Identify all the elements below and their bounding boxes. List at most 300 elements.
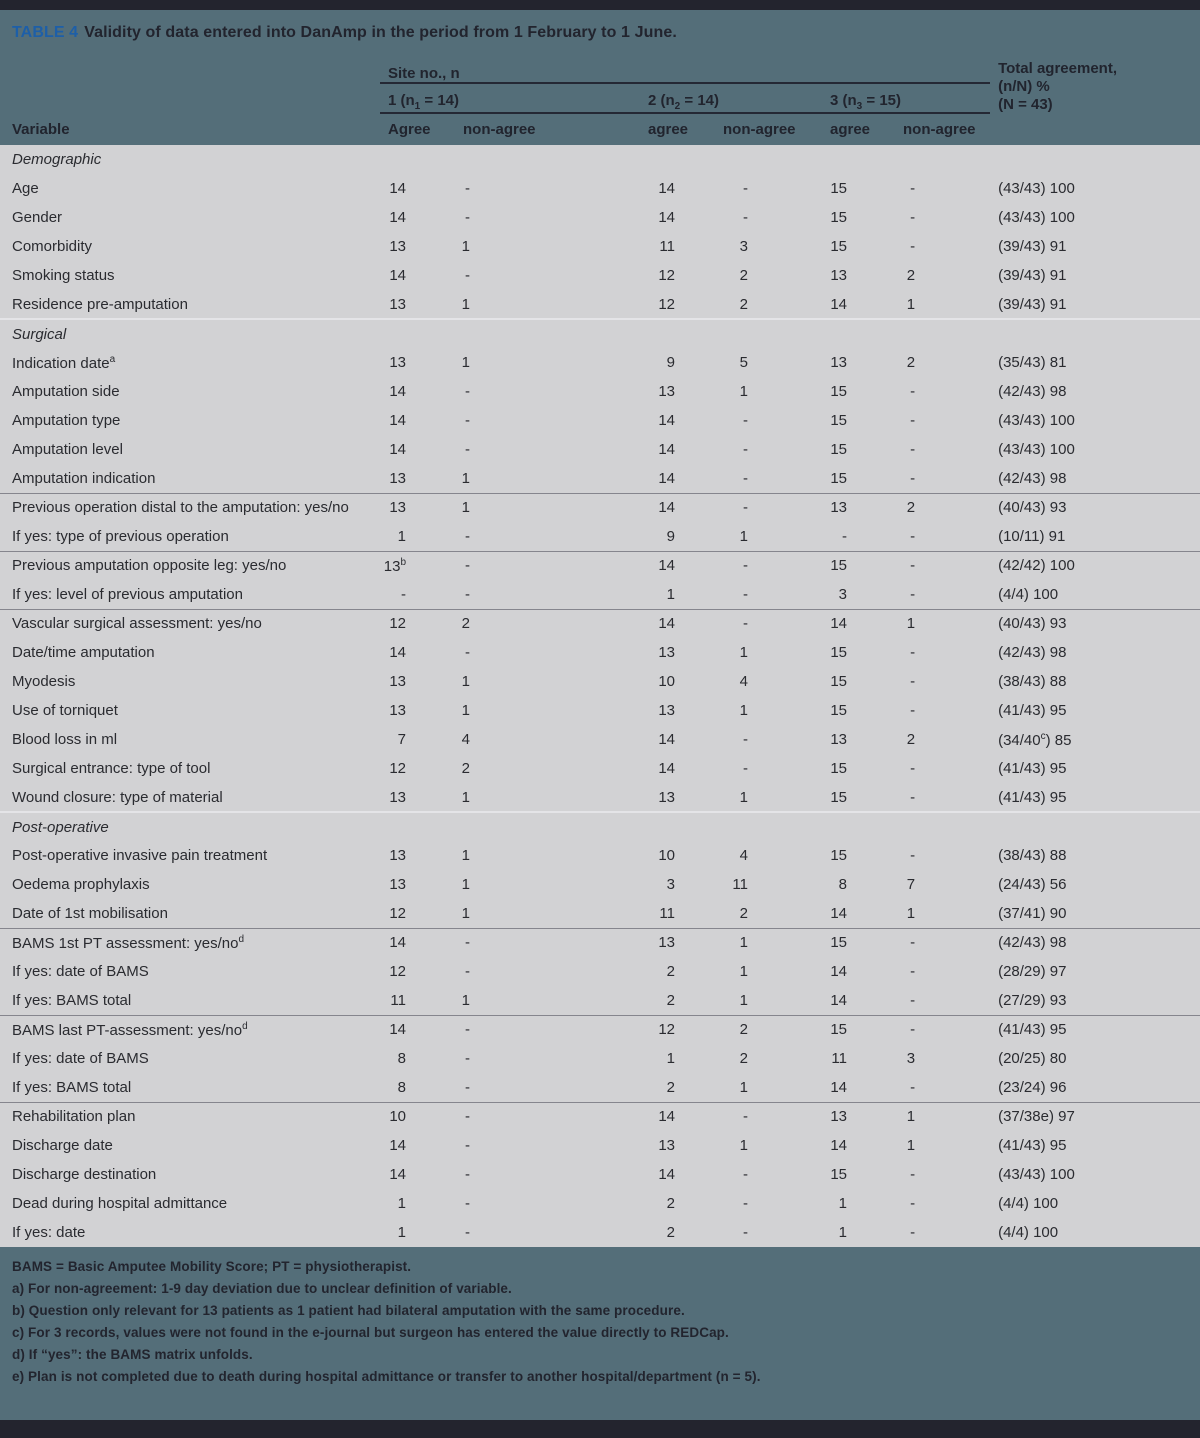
value-cell: (37/41) 90 bbox=[998, 904, 1067, 922]
value-cell: 13 bbox=[658, 383, 675, 400]
value-cell: 14 bbox=[830, 1078, 847, 1096]
value-cell: (43/43) 100 bbox=[998, 1166, 1075, 1183]
value-cell: 1 bbox=[739, 963, 748, 980]
value-cell: - bbox=[910, 673, 916, 690]
value-cell: 15 bbox=[830, 702, 847, 719]
value-cell: - bbox=[465, 180, 470, 197]
header-row-site-group bbox=[0, 53, 1200, 83]
value-cell: - bbox=[465, 644, 470, 661]
value-cell: 15 bbox=[830, 441, 847, 458]
value-cell: (38/43) 88 bbox=[998, 673, 1067, 690]
variable-cell: Vascular surgical assessment: yes/no bbox=[0, 609, 380, 638]
value-cell: (41/43) 95 bbox=[998, 1137, 1067, 1154]
variable-column-header: Variable bbox=[12, 120, 70, 138]
variable-cell: Amputation indication bbox=[12, 469, 156, 487]
table-row bbox=[0, 609, 1200, 638]
value-cell: 12 bbox=[640, 1015, 715, 1044]
value-cell: 2 bbox=[666, 963, 675, 980]
table-row bbox=[0, 522, 1200, 551]
table-row bbox=[0, 899, 1200, 928]
variable-cell: Gender bbox=[12, 209, 63, 226]
table-row bbox=[0, 957, 1200, 986]
table-row bbox=[0, 870, 1200, 899]
table-title-text: Validity of data entered into DanAmp in the period from 1 February to 1 June. bbox=[84, 24, 677, 41]
value-cell: 15 bbox=[830, 238, 847, 255]
value-cell: - bbox=[465, 1166, 470, 1183]
value-cell: 13 bbox=[389, 788, 406, 806]
value-cell: - bbox=[910, 702, 916, 719]
value-cell: - bbox=[910, 1195, 916, 1212]
value-cell: 1 bbox=[461, 238, 470, 255]
value-cell: 1 bbox=[461, 702, 470, 719]
table-row bbox=[0, 406, 1200, 435]
table-row bbox=[0, 754, 1200, 783]
site-group-header: Site no., n bbox=[380, 53, 990, 83]
table-row bbox=[0, 928, 1200, 957]
value-cell: 14 bbox=[389, 1137, 406, 1154]
value-cell: - bbox=[910, 644, 916, 661]
value-cell: 8 bbox=[397, 1050, 406, 1067]
value-cell: 1 bbox=[895, 609, 990, 638]
value-cell: 15 bbox=[830, 1166, 847, 1183]
value-cell: - bbox=[743, 760, 748, 777]
value-cell: 1 bbox=[461, 847, 470, 864]
variable-cell: Discharge destination bbox=[12, 1166, 157, 1183]
value-cell: 2 bbox=[906, 267, 916, 284]
value-cell: 14 bbox=[389, 383, 406, 400]
value-cell: 1 bbox=[461, 904, 470, 922]
value-cell: 14 bbox=[640, 551, 715, 580]
value-cell: 12 bbox=[658, 267, 675, 284]
variable-cell: If yes: level of previous amputation bbox=[12, 585, 243, 603]
value-cell: 1 bbox=[739, 644, 748, 661]
value-cell: 7 bbox=[397, 731, 406, 748]
table-title bbox=[0, 10, 1200, 53]
variable-cell: Smoking status bbox=[12, 267, 115, 284]
value-cell: - bbox=[465, 963, 470, 980]
table-row bbox=[0, 1015, 1200, 1044]
value-cell: 2 bbox=[739, 1050, 748, 1067]
value-cell: 14 bbox=[640, 1102, 715, 1131]
value-cell: (27/29) 93 bbox=[998, 991, 1067, 1009]
variable-cell: Amputation level bbox=[12, 441, 123, 458]
value-cell: 14 bbox=[658, 180, 675, 197]
value-cell: 1 bbox=[838, 1195, 847, 1212]
value-cell: (41/43) 95 bbox=[990, 1015, 1200, 1044]
value-cell: - bbox=[895, 928, 990, 957]
value-cell: 15 bbox=[822, 551, 895, 580]
table-row bbox=[0, 1131, 1200, 1160]
value-cell: - bbox=[465, 585, 470, 603]
value-cell: - bbox=[910, 383, 916, 400]
variable-cell: Comorbidity bbox=[12, 238, 93, 255]
value-cell: 2 bbox=[666, 1195, 675, 1212]
value-cell: 4 bbox=[739, 673, 748, 690]
value-cell: 14 bbox=[658, 209, 675, 226]
value-cell: - bbox=[465, 1195, 470, 1212]
value-cell: 1 bbox=[455, 493, 640, 522]
value-cell: 1 bbox=[739, 991, 748, 1009]
value-cell: 13$^b$ bbox=[380, 551, 455, 580]
value-cell: - bbox=[910, 991, 916, 1009]
value-cell: 1 bbox=[906, 904, 916, 922]
value-cell: 12 bbox=[658, 295, 675, 313]
value-cell: (42/43) 98 bbox=[998, 469, 1067, 487]
variable-cell: Use of torniquet bbox=[12, 702, 118, 719]
table-row bbox=[0, 1044, 1200, 1073]
value-cell: 12 bbox=[380, 609, 455, 638]
section-name: Post-operative bbox=[0, 812, 1200, 841]
variable-cell: Indication date$^a$ bbox=[12, 353, 116, 372]
value-cell: 1 bbox=[397, 1195, 406, 1212]
value-cell: 15 bbox=[822, 1015, 895, 1044]
value-cell: - bbox=[910, 441, 916, 458]
variable-cell: Date/time amputation bbox=[12, 644, 155, 661]
site3-nonagree-header: non-agree bbox=[903, 121, 976, 138]
value-cell: 13 bbox=[658, 1137, 675, 1154]
value-cell: 15 bbox=[830, 847, 847, 864]
footnote-abbreviations: BAMS = Basic Amputee Mobility Score; PT = physiotherapist. bbox=[12, 1259, 412, 1274]
value-cell: 3 bbox=[666, 876, 675, 893]
value-cell: (38/43) 88 bbox=[998, 847, 1067, 864]
value-cell: (43/43) 100 bbox=[998, 180, 1075, 197]
value-cell: 14 bbox=[658, 731, 675, 748]
value-cell: 13 bbox=[389, 469, 406, 487]
value-cell: 12 bbox=[389, 760, 406, 777]
variable-cell: Residence pre-amputation bbox=[12, 295, 188, 313]
value-cell: - bbox=[910, 469, 916, 487]
value-cell: 1 bbox=[906, 295, 916, 313]
section-name: Surgical bbox=[0, 319, 1200, 348]
table-row bbox=[0, 638, 1200, 667]
value-cell: 14 bbox=[830, 1137, 847, 1154]
value-cell: 14 bbox=[658, 760, 675, 777]
variable-cell: BAMS last PT-assessment: yes/$no^d$ bbox=[0, 1015, 380, 1044]
value-cell: - bbox=[465, 527, 470, 545]
value-cell: 2 bbox=[739, 295, 748, 313]
value-cell: - bbox=[465, 267, 470, 284]
value-cell: 13 bbox=[830, 354, 847, 371]
footnote-d: d) If “yes”: the BAMS matrix unfolds. bbox=[12, 1347, 253, 1362]
value-cell: - bbox=[910, 788, 916, 806]
value-cell: 15 bbox=[830, 788, 847, 806]
value-cell: 1 bbox=[461, 991, 470, 1009]
value-cell: 14 bbox=[389, 267, 406, 284]
value-cell: - bbox=[910, 760, 916, 777]
variable-cell: Previous amputation opposite leg: yes/no bbox=[0, 551, 380, 580]
value-cell: 1 bbox=[739, 383, 748, 400]
value-cell: 12 bbox=[389, 904, 406, 922]
value-cell: (43/43) 100 bbox=[998, 209, 1075, 226]
variable-cell: Myodesis bbox=[12, 673, 76, 690]
value-cell: (43/43) 100 bbox=[998, 441, 1075, 458]
table-row bbox=[0, 290, 1200, 319]
value-cell: 14 bbox=[389, 180, 406, 197]
value-cell: 14 bbox=[830, 991, 847, 1009]
value-cell: 9 bbox=[666, 527, 675, 545]
value-cell: 15 bbox=[830, 644, 847, 661]
value-cell: - bbox=[910, 1224, 916, 1241]
table-row bbox=[0, 493, 1200, 522]
variable-cell: If yes: type of previous operation bbox=[12, 527, 229, 545]
value-cell: 14 bbox=[830, 904, 847, 922]
value-cell: 1 bbox=[397, 527, 406, 545]
value-cell: (40/43) 93 bbox=[990, 609, 1200, 638]
value-cell: 1 bbox=[739, 788, 748, 806]
table-row bbox=[0, 1073, 1200, 1102]
variable-cell: If yes: BAMS total bbox=[12, 1078, 132, 1096]
table-body bbox=[0, 145, 1200, 1247]
section-name: Demographic bbox=[12, 151, 102, 168]
value-cell: 13 bbox=[389, 876, 406, 893]
value-cell: 15 bbox=[830, 673, 847, 690]
value-cell: 1 bbox=[739, 1078, 748, 1096]
value-cell: - bbox=[465, 412, 470, 429]
value-cell: 2 bbox=[455, 609, 640, 638]
value-cell: - bbox=[743, 731, 748, 748]
value-cell: - bbox=[743, 412, 748, 429]
value-cell: 2 bbox=[715, 1015, 822, 1044]
value-cell: 1 bbox=[461, 788, 470, 806]
value-cell: (4/4) 100 bbox=[998, 1195, 1059, 1212]
value-cell: - bbox=[910, 527, 916, 545]
value-cell: 14 bbox=[389, 1166, 406, 1183]
value-cell: 2 bbox=[895, 493, 990, 522]
value-cell: (4/4) 100 bbox=[998, 585, 1059, 603]
variable-cell: BAMS 1st PT assessment: yes/$no^d$ bbox=[0, 928, 380, 957]
value-cell: 1 bbox=[461, 673, 470, 690]
variable-cell: Discharge date bbox=[12, 1137, 113, 1154]
value-cell: (39/43) 91 bbox=[998, 238, 1067, 255]
value-cell: (41/43) 95 bbox=[998, 760, 1067, 777]
variable-cell: Previous operation distal to the amputation: yes/no bbox=[0, 493, 380, 522]
value-cell: 13 bbox=[389, 295, 406, 313]
section-header-row bbox=[0, 319, 1200, 348]
value-cell: 1 bbox=[906, 1137, 916, 1154]
value-cell: - bbox=[910, 1166, 916, 1183]
top-bar bbox=[0, 0, 1200, 10]
validity-table bbox=[0, 53, 1200, 1247]
table-row bbox=[0, 551, 1200, 580]
variable-cell: Oedema prophylaxis bbox=[12, 876, 150, 893]
table-row bbox=[0, 725, 1200, 754]
value-cell: 14 bbox=[658, 1166, 675, 1183]
site1-nonagree-header: non-agree bbox=[463, 121, 536, 138]
variable-cell: Amputation type bbox=[12, 412, 121, 429]
total-header-line2: (n/N) % bbox=[998, 78, 1050, 95]
value-cell: 2 bbox=[666, 1078, 675, 1096]
value-cell: 11 bbox=[732, 876, 748, 893]
value-cell: (42/43) 98 bbox=[998, 383, 1067, 400]
value-cell: 2 bbox=[461, 760, 470, 777]
value-cell: 1 bbox=[666, 585, 675, 603]
value-cell: - bbox=[910, 963, 916, 980]
value-cell: - bbox=[743, 1224, 748, 1241]
variable-cell: Dead during hospital admittance bbox=[12, 1195, 228, 1212]
value-cell: 8 bbox=[397, 1078, 406, 1096]
value-cell: 14 bbox=[640, 493, 715, 522]
value-cell: - bbox=[465, 1050, 470, 1067]
value-cell: 13 bbox=[389, 238, 406, 255]
value-cell: - bbox=[743, 1195, 748, 1212]
table-row bbox=[0, 348, 1200, 377]
value-cell: 13 bbox=[389, 702, 406, 719]
value-cell: 4 bbox=[739, 847, 748, 864]
variable-cell: Date of 1st mobilisation bbox=[12, 904, 168, 922]
table-row bbox=[0, 174, 1200, 203]
site-3-header: 3 $(n_3 = 15)$ bbox=[822, 83, 990, 113]
value-cell: 1 bbox=[838, 1224, 847, 1241]
section-header-row bbox=[0, 812, 1200, 841]
value-cell: (43/43) 100 bbox=[998, 412, 1075, 429]
site1-agree-header: Agree bbox=[388, 121, 431, 138]
value-cell: 1 bbox=[739, 1137, 748, 1154]
site-1-header: 1 $(n_1 = 14)$ bbox=[380, 83, 640, 113]
value-cell: 11 bbox=[831, 1050, 847, 1067]
value-cell: - bbox=[455, 1102, 640, 1131]
value-cell: 11 bbox=[659, 904, 675, 922]
value-cell: 15 bbox=[822, 928, 895, 957]
value-cell: 2 bbox=[906, 354, 916, 371]
value-cell: - bbox=[455, 928, 640, 957]
value-cell: 13 bbox=[830, 731, 847, 748]
value-cell: 15 bbox=[830, 760, 847, 777]
value-cell: 10 bbox=[380, 1102, 455, 1131]
value-cell: (34/40$^c$) 85 bbox=[998, 730, 1072, 749]
value-cell: - bbox=[743, 585, 748, 603]
value-cell: 13 bbox=[389, 673, 406, 690]
value-cell: 14 bbox=[830, 963, 847, 980]
value-cell: 1 bbox=[461, 295, 470, 313]
value-cell: 4 bbox=[461, 731, 470, 748]
table-row bbox=[0, 667, 1200, 696]
value-cell: 14 bbox=[380, 1015, 455, 1044]
value-cell: 14 bbox=[389, 412, 406, 429]
table-header bbox=[0, 53, 1200, 145]
value-cell: (20/25) 80 bbox=[998, 1050, 1067, 1067]
total-agreement-header bbox=[990, 53, 1200, 145]
variable-cell: Post-operative invasive pain treatment bbox=[12, 847, 268, 864]
value-cell: - bbox=[910, 180, 916, 197]
value-cell: 10 bbox=[658, 673, 675, 690]
value-cell: 14 bbox=[822, 609, 895, 638]
value-cell: 12 bbox=[389, 963, 406, 980]
table-row bbox=[0, 580, 1200, 609]
value-cell: (42/42) 100 bbox=[990, 551, 1200, 580]
value-cell: 8 bbox=[838, 876, 847, 893]
value-cell: 1 bbox=[666, 1050, 675, 1067]
value-cell: - bbox=[465, 209, 470, 226]
value-cell: - bbox=[465, 441, 470, 458]
table-row bbox=[0, 783, 1200, 812]
value-cell: 14 bbox=[389, 441, 406, 458]
value-cell: 15 bbox=[830, 180, 847, 197]
section-header-row bbox=[0, 145, 1200, 174]
value-cell: - bbox=[455, 1015, 640, 1044]
variable-cell: Age bbox=[12, 180, 39, 197]
value-cell: 15 bbox=[830, 469, 847, 487]
value-cell: - bbox=[743, 441, 748, 458]
value-cell: 13 bbox=[658, 788, 675, 806]
table-row bbox=[0, 261, 1200, 290]
value-cell: - bbox=[910, 585, 916, 603]
value-cell: 2 bbox=[666, 1224, 675, 1241]
value-cell: 3 bbox=[906, 1050, 916, 1067]
total-header-line3: (N = 43) bbox=[998, 96, 1053, 113]
variable-cell: If yes: date bbox=[12, 1224, 86, 1241]
value-cell: 15 bbox=[830, 209, 847, 226]
value-cell: - bbox=[465, 1224, 470, 1241]
table-row bbox=[0, 232, 1200, 261]
value-cell: 7 bbox=[906, 876, 916, 893]
value-cell: 5 bbox=[739, 354, 748, 371]
variable-cell: If yes: BAMS total bbox=[12, 991, 132, 1009]
value-cell: - bbox=[465, 1078, 470, 1096]
value-cell: 1 bbox=[895, 1102, 990, 1131]
table-number-tag: TABLE 4 bbox=[12, 24, 79, 41]
variable-cell: Wound closure: type of material bbox=[12, 788, 223, 806]
site3-agree-header: agree bbox=[830, 121, 871, 138]
variable-cell: Surgical entrance: type of tool bbox=[12, 760, 211, 777]
value-cell: 14 bbox=[640, 609, 715, 638]
value-cell: 11 bbox=[390, 991, 406, 1009]
value-cell: (37/38e) 97 bbox=[990, 1102, 1200, 1131]
value-cell: - bbox=[842, 527, 847, 545]
value-cell: - bbox=[401, 585, 406, 603]
value-cell: 1 bbox=[739, 702, 748, 719]
footnote-e: e) Plan is not completed due to death during hospital admittance or transfer to another hospital/department (n = 5). bbox=[12, 1369, 761, 1384]
footnote-c: c) For 3 records, values were not found in the e-journal but surgeon has entered the value directly to REDCap. bbox=[12, 1325, 729, 1340]
table-row bbox=[0, 1218, 1200, 1247]
variable-cell: Rehabilitation plan bbox=[0, 1102, 380, 1131]
value-cell: 1 bbox=[397, 1224, 406, 1241]
value-cell: - bbox=[910, 209, 916, 226]
value-cell: 13 bbox=[822, 1102, 895, 1131]
value-cell: - bbox=[910, 412, 916, 429]
value-cell: 14 bbox=[389, 209, 406, 226]
value-cell: 14 bbox=[389, 644, 406, 661]
total-header-line1: Total agreement, bbox=[998, 60, 1117, 77]
table-row bbox=[0, 1102, 1200, 1131]
value-cell: 1 bbox=[461, 876, 470, 893]
value-cell: 1 bbox=[461, 469, 470, 487]
value-cell: - bbox=[895, 1015, 990, 1044]
value-cell: 14 bbox=[658, 441, 675, 458]
value-cell: (23/24) 96 bbox=[998, 1078, 1067, 1096]
value-cell: 1 bbox=[715, 928, 822, 957]
variable-cell: If yes: date of BAMS bbox=[12, 963, 149, 980]
value-cell: 2 bbox=[906, 731, 916, 748]
value-cell: 13 bbox=[380, 493, 455, 522]
value-cell: (40/43) 93 bbox=[990, 493, 1200, 522]
value-cell: 2 bbox=[666, 991, 675, 1009]
value-cell: 13 bbox=[658, 644, 675, 661]
variable-cell: Blood loss in ml bbox=[12, 731, 118, 748]
value-cell: 2 bbox=[739, 267, 748, 284]
table-row bbox=[0, 464, 1200, 493]
value-cell: - bbox=[715, 551, 822, 580]
value-cell: (39/43) 91 bbox=[998, 267, 1067, 284]
value-cell: (39/43) 91 bbox=[998, 295, 1067, 313]
value-cell: - bbox=[910, 238, 916, 255]
table-row bbox=[0, 696, 1200, 725]
value-cell: - bbox=[743, 209, 748, 226]
value-cell: 3 bbox=[838, 585, 847, 603]
value-cell: 2 bbox=[739, 904, 748, 922]
value-cell: - bbox=[743, 180, 748, 197]
value-cell: 1 bbox=[461, 354, 470, 371]
value-cell: - bbox=[465, 1137, 470, 1154]
